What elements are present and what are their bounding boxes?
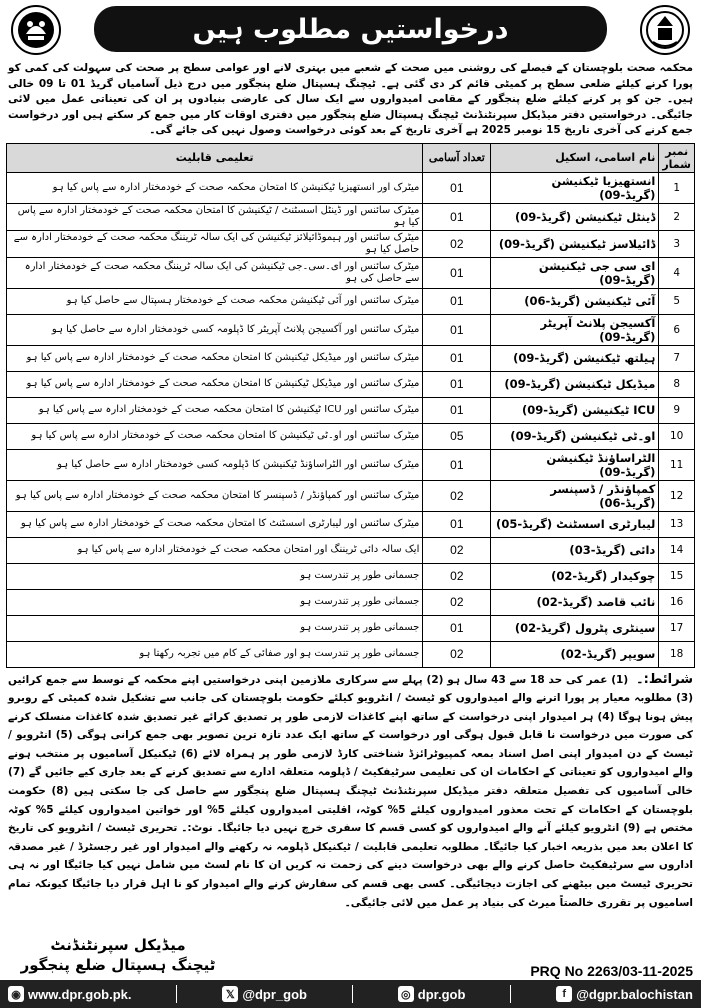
- row-serial: 1: [659, 172, 695, 203]
- row-count: 02: [423, 537, 491, 563]
- row-serial: 18: [659, 641, 695, 667]
- row-post: چوکیدار (گریڈ-02): [491, 563, 659, 589]
- row-post: ICU ٹیکنیشن (گریڈ-09): [491, 397, 659, 423]
- facebook-icon: f: [556, 986, 572, 1002]
- row-qualification: میٹرک سائنس اور میڈیکل ٹیکنیشن کا امتحان محکمہ صحت کے خودمختار ادارہ سے پاس کیا ہو: [7, 371, 423, 397]
- vacancies-table: [6, 143, 695, 668]
- row-count: 01: [423, 449, 491, 480]
- row-serial: 15: [659, 563, 695, 589]
- row-count: 01: [423, 371, 491, 397]
- footer-instagram[interactable]: [398, 986, 466, 1002]
- row-post: او۔ٹی ٹیکنیشن (گریڈ-09): [491, 423, 659, 449]
- footer-facebook[interactable]: [556, 986, 693, 1002]
- row-count: 01: [423, 314, 491, 345]
- row-qualification: میٹرک سائنس اور آئی ٹیکنیشن محکمہ صحت کے خودمختار ہسپتال سے حاصل کیا ہو: [7, 288, 423, 314]
- header: [6, 4, 695, 58]
- table-row: [7, 203, 695, 230]
- instagram-text: dpr.gob: [417, 986, 466, 1002]
- row-count: 01: [423, 397, 491, 423]
- row-serial: 9: [659, 397, 695, 423]
- row-count: 02: [423, 589, 491, 615]
- header-count: تعداد آسامی: [423, 143, 491, 172]
- row-serial: 7: [659, 345, 695, 371]
- conditions-section: [6, 668, 695, 930]
- signature-block: [6, 935, 234, 975]
- table-row: [7, 288, 695, 314]
- row-serial: 5: [659, 288, 695, 314]
- footer-divider: [510, 985, 511, 1003]
- table-row: [7, 345, 695, 371]
- row-count: 01: [423, 345, 491, 371]
- row-count: 01: [423, 257, 491, 288]
- table-row: [7, 480, 695, 511]
- table-row: [7, 397, 695, 423]
- row-qualification: جسمانی طور پر تندرست ہو اور صفائی کے کام میں تجربہ رکھتا ہو: [7, 641, 423, 667]
- row-post: سویپر (گریڈ-02): [491, 641, 659, 667]
- instagram-icon: ◎: [398, 986, 414, 1002]
- signature-office: ٹیچنگ ہسپتال ضلع پنجگور: [20, 956, 216, 974]
- table-row: [7, 511, 695, 537]
- row-count: 02: [423, 641, 491, 667]
- row-post: ڈائیلاسز ٹیکنیشن (گریڈ-09): [491, 230, 659, 257]
- row-serial: 16: [659, 589, 695, 615]
- row-serial: 14: [659, 537, 695, 563]
- table-row: [7, 257, 695, 288]
- prq-number: PRQ No 2263/03-11-2025: [530, 963, 693, 979]
- row-post: الٹراساؤنڈ ٹیکنیشن (گریڈ-09): [491, 449, 659, 480]
- row-count: 01: [423, 511, 491, 537]
- row-qualification: جسمانی طور پر تندرست ہو: [7, 615, 423, 641]
- row-count: 05: [423, 423, 491, 449]
- table-row: [7, 589, 695, 615]
- district-emblem-logo-left: [10, 4, 62, 56]
- row-qualification: میٹرک سائنس اور او۔ٹی ٹیکنیشن کا امتحان محکمہ صحت کے خودمختار ادارہ سے پاس کیا ہو: [7, 423, 423, 449]
- row-post: کمپاؤنڈر / ڈسپنسر (گریڈ-06): [491, 480, 659, 511]
- row-post: ای سی جی ٹیکنیشن (گریڈ-09): [491, 257, 659, 288]
- twitter-text: @dpr_gob: [242, 986, 307, 1002]
- row-qualification: میٹرک سائنس اور ICU ٹیکنیشن کا امتحان محکمہ صحت کے خودمختار ادارہ سے پاس کیا ہو: [7, 397, 423, 423]
- row-serial: 13: [659, 511, 695, 537]
- row-post: نائب قاصد (گریڈ-02): [491, 589, 659, 615]
- row-post: میڈیکل ٹیکنیشن (گریڈ-09): [491, 371, 659, 397]
- footer-bar: [0, 980, 701, 1008]
- row-serial: 8: [659, 371, 695, 397]
- row-count: 01: [423, 203, 491, 230]
- row-serial: 4: [659, 257, 695, 288]
- row-qualification: میٹرک سائنس اور آکسیجن پلانٹ آپریٹر کا ڈپلومہ کسی خودمختار ادارہ سے حاصل کیا ہو: [7, 314, 423, 345]
- footer-website[interactable]: [8, 986, 132, 1002]
- row-serial: 6: [659, 314, 695, 345]
- row-count: 01: [423, 288, 491, 314]
- row-count: 01: [423, 172, 491, 203]
- row-post: ہیلتھ ٹیکنیشن (گریڈ-09): [491, 345, 659, 371]
- table-row: [7, 314, 695, 345]
- table-row: [7, 641, 695, 667]
- row-post: لیبارٹری اسسٹنٹ (گریڈ-05): [491, 511, 659, 537]
- row-post: سینٹری پٹرول (گریڈ-02): [491, 615, 659, 641]
- row-serial: 10: [659, 423, 695, 449]
- row-qualification: جسمانی طور پر تندرست ہو: [7, 563, 423, 589]
- conditions-label: شرائط:۔: [636, 671, 693, 687]
- row-count: 02: [423, 230, 491, 257]
- signature-designation: میڈیکل سپرنٹنڈنٹ: [50, 936, 186, 954]
- row-qualification: جسمانی طور پر تندرست ہو: [7, 589, 423, 615]
- table-row: [7, 563, 695, 589]
- row-post: دائی (گریڈ-03): [491, 537, 659, 563]
- row-count: 02: [423, 563, 491, 589]
- facebook-text: @dgpr.balochistan: [576, 986, 693, 1002]
- row-serial: 3: [659, 230, 695, 257]
- row-post: آئی ٹیکنیشن (گریڈ-06): [491, 288, 659, 314]
- header-post: نام اسامی، اسکیل: [491, 143, 659, 172]
- table-row: [7, 537, 695, 563]
- footer-divider: [352, 985, 353, 1003]
- footer-twitter[interactable]: [222, 986, 307, 1002]
- row-qualification: میٹرک سائنس اور کمپاؤنڈر / ڈسپنسر کا امتحان محکمہ صحت کے خودمختار ادارہ سے پاس کیا ہو: [7, 480, 423, 511]
- row-count: 01: [423, 615, 491, 641]
- row-serial: 17: [659, 615, 695, 641]
- row-serial: 11: [659, 449, 695, 480]
- x-twitter-icon: 𝕏: [222, 986, 238, 1002]
- table-row: [7, 371, 695, 397]
- table-row: [7, 423, 695, 449]
- row-qualification: میٹرک سائنس اور ہیموڈائیلائز ٹیکنیشن کی ایک سالہ ٹریننگ محکمہ صحت کے خودمختار ادارہ سے حاصل کیا ہو: [7, 230, 423, 257]
- row-serial: 12: [659, 480, 695, 511]
- table-row: [7, 172, 695, 203]
- row-qualification: میٹرک سائنس اور ای۔سی۔جی ٹیکنیشن کی ایک سالہ ٹریننگ محکمہ صحت کے خودمختار ادارہ سے حاصل کی ہو: [7, 257, 423, 288]
- row-qualification: ایک سالہ دائی ٹریننگ اور امتحان محکمہ صحت کے خودمختار ادارہ سے پاس کیا ہو: [7, 537, 423, 563]
- row-qualification: میٹرک سائنس اور میڈیکل ٹیکنیشن کا امتحان محکمہ صحت کے خودمختار ادارہ سے پاس کیا ہو: [7, 345, 423, 371]
- row-qualification: میٹرک سائنس اور لیبارٹری اسسٹنٹ کا امتحان محکمہ صحت کے خودمختار ادارہ سے پاس کیا ہو: [7, 511, 423, 537]
- row-post: آکسیجن پلانٹ آپریٹر (گریڈ-09): [491, 314, 659, 345]
- table-body: [7, 172, 695, 667]
- table-row: [7, 449, 695, 480]
- row-qualification: میٹرک سائنس اور ڈینٹل اسسٹنٹ / ٹیکنیشن کا امتحان محکمہ صحت کے خودمختار ادارہ سے پاس کیا ہو: [7, 203, 423, 230]
- row-count: 02: [423, 480, 491, 511]
- globe-icon: ◉: [8, 986, 24, 1002]
- row-qualification: میٹرک سائنس اور الٹراساؤنڈ ٹیکنیشن کا ڈپلومہ کسی خودمختار ادارہ سے حاصل کیا ہو: [7, 449, 423, 480]
- row-post: انستھیزیا ٹیکنیشن (گریڈ-09): [491, 172, 659, 203]
- table-row: [7, 615, 695, 641]
- table-header-row: [7, 143, 695, 172]
- website-text: www.dpr.gob.pk.: [28, 986, 132, 1002]
- conditions-text: (1) عمر کی حد 18 سے 43 سال ہو (2) پہلے سے سرکاری ملازمین اپنی درخواستیں اپنے محکمہ کے توسط سے جمع کرائیں (3) مطلوبہ معیار پر پورا اترنے والے امیدواروں کو ٹیسٹ / انٹرویو کیلئے حکومت بلوچستان کی جانب سے تشکیل شدہ کمیٹی کے روبرو پیش ہونا ہوگا (4) ہر امیدوار اپنی درخواست کے ساتھ اپنے کاغذات لازمی طور پر تصدیق کرائے غیر تصدیق شدہ کاغذات منسلک کرنے کی صورت میں درخواست نا قابل قبول ہوگی اور درخواست کے ساتھ ایک عدد تازہ ترین تصویر بھی جمع کرانی ہوگی (5) انٹرویو / ٹیسٹ کے دن امیدوار اپنی اصل اسناد بمعہ کمپیوٹرائزڈ شناختی کارڈ لازمی طور پر ہمراہ لائے (6) ٹیکنیکل آسامیوں پر منتخب ہونے والے امیدواروں کو تعیناتی کے احکامات ان کی تعلیمی سرٹیفکیٹ / ڈپلومہ متعلقہ ادارے سے تصدیق کرنے کے بعد جاری کیے جائیں گے (7) خالی آسامیوں کی تفصیل متعلقہ دفتر میڈیکل سپرنٹنڈنٹ ٹیچنگ ہسپتال ضلع پنجگور سے حاصل کی جا سکتی ہیں (8) حکومت بلوچستان کے احکامات کے تحت معذور امیدواروں کیلئے 5% کوٹہ، اقلیتی امیدواروں کیلئے 5% اور خواتین امیدواروں کیلئے 5% کوٹہ مختص ہے (9) انٹرویو کیلئے آنے والے امیدواروں کو کسی قسم کا سفری خرچ نہیں دیا جائیگا۔ نوٹ:۔ تحریری ٹیسٹ / انٹرویو کی تاریخ کا اعلان بعد میں بذریعہ اخبار کیا جائیگا۔ مطلوبہ تعلیمی قابلیت / ٹیکنیکل ڈپلومہ نہ رکھنے والے امیدوار اور غیر رجسٹرڈ / غیر مصدقہ اداروں سے سرٹیفکیٹ حاصل کرنے والے بھی درخواست دینے کی زحمت نہ کریں ان کا نام لسٹ میں شامل نہیں کیا جائیگا اور نہ ہی تحریری ٹیسٹ میں بیٹھنے کی اجازت دیجائیگی۔ کسی بھی قسم کی سفارش کرنے والے امیدوار کو نا اہل قرار دیا جائیگا کیونکہ تمام اسامیوں پر تقرری خالصتاً میرٹ کی بنیاد پر عمل میں لائی جائیگی۔: [8, 673, 694, 909]
- table-row: [7, 230, 695, 257]
- footer-divider: [176, 985, 177, 1003]
- header-serial: نمبر شمار: [659, 143, 695, 172]
- row-qualification: میٹرک اور انستھیزیا ٹیکنیشن کا امتحان محکمہ صحت کے خودمختار ادارہ سے پاس کیا ہو: [7, 172, 423, 203]
- intro-paragraph: محکمہ صحت بلوچستان کے فیصلے کی روشنی میں صحت کے شعبے میں بہتری لانے اور عوامی سطح پر صحت کی سہولت کی کمی کو پورا کرنے کیلئے ضلعی سطح پر کمیٹی قائم کر دی گئی ہے۔ ٹیچنگ ہسپتال ضلع پنجگور میں درج ذیل آسامیاں گریڈ 01 تا 09 خالی ہیں۔ جن کو پر کرنے کیلئے ضلع پنجگور کے مقامی امیدواروں سے ایک سال کی عارضی بنیادوں پر ان کی تعیناتی عمل میں لائی جائیگی۔ درخواستیں دفتر میڈیکل سپرنٹنڈنٹ ٹیچنگ ہسپتال ضلع پنجگور میں دفتری اوقات کار میں جمع کر سکتے ہیں اور درخواست جمع کرنے کی آخری تاریخ 15 نومبر 2025 ہے آخری تاریخ کے بعد کوئی درخواست وصول نہیں کی جائے گی۔: [8, 62, 694, 136]
- row-serial: 2: [659, 203, 695, 230]
- government-emblem-logo-right: [639, 4, 691, 56]
- row-post: ڈینٹل ٹیکنیشن (گریڈ-09): [491, 203, 659, 230]
- page-title: درخواستیں مطلوب ہیں: [94, 6, 607, 52]
- header-qualification: تعلیمی قابلیت: [7, 143, 423, 172]
